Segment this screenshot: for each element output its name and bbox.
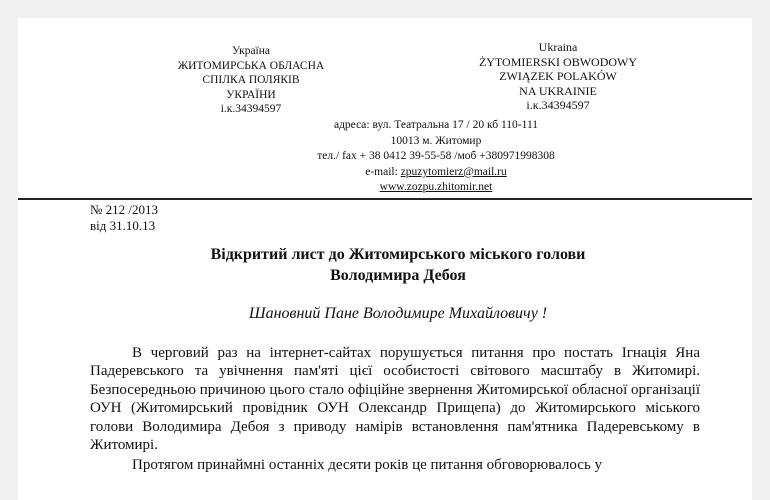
org-name-line-2: ZWIĄZEK POLAKÓW — [499, 69, 617, 83]
body-paragraph-2: Протягом принаймні останніх десяти років це питання обговорювалось у — [132, 457, 603, 473]
title-line-1: Відкритий лист до Житомирського міського голови — [210, 246, 586, 263]
org-name-line-2: СПІЛКА ПОЛЯКІВ — [202, 74, 300, 86]
reference-number: № 212 /2013 — [90, 202, 159, 217]
body-paragraph-1: В черговий раз на інтернет-сайтах порушується питання про постать Ігнація Яна Падеревського та увічнення пам'яті цієї особистості світового масштабу в Житомирі. Безпосередньою причиною цього стало офіційне звернення Житомирської обласної організації ОУН (Житомирський провідник ОУН Олександр Прищепа) до Житомирського міського голови Володимира Дебоя з приводу намірів встановлення пам'ятника Падеревському в Житомирі. — [90, 345, 700, 454]
contact-block — [276, 118, 596, 196]
letterhead-ukrainian — [168, 44, 334, 117]
reference-block — [90, 202, 158, 234]
org-name-line-1: ЖИТОМИРСЬКА ОБЛАСНА — [177, 59, 325, 72]
letter-title — [118, 244, 678, 286]
org-name-line-3: NA UKRAINIE — [519, 83, 597, 98]
email-line — [276, 165, 596, 181]
org-name-line-1: ŻYTOMIERSKI OBWODOWY — [478, 54, 638, 69]
letterhead-polish — [458, 40, 658, 113]
country-label: Україна — [231, 45, 271, 57]
email-label: e-mail: — [365, 165, 401, 178]
country-label: Ukraina — [538, 40, 578, 54]
street-address: адреса: вул. Театральна 17 / 20 кб 110-111 — [333, 119, 539, 131]
email-link[interactable]: zpuzytomierz@mail.ru — [400, 165, 507, 178]
org-name-line-3: УКРАЇНИ — [226, 88, 276, 101]
greeting: Шановний Пане Володимире Михайловичу ! — [248, 305, 548, 322]
title-line-2: Володимира Дебоя — [330, 267, 466, 284]
city-address: 10013 м. Житомир — [390, 134, 482, 147]
header-divider — [18, 198, 752, 200]
id-code: і.к.34394597 — [220, 103, 282, 115]
letter-page — [18, 18, 752, 500]
phone-numbers: тел./ fax + 38 0412 39-55-58 /моб +380971998308 — [317, 150, 555, 163]
website-link[interactable]: www.zozpu.zhitomir.net — [379, 181, 493, 194]
reference-date: від 31.10.13 — [90, 218, 156, 233]
id-code: і.к.34394597 — [526, 98, 590, 112]
